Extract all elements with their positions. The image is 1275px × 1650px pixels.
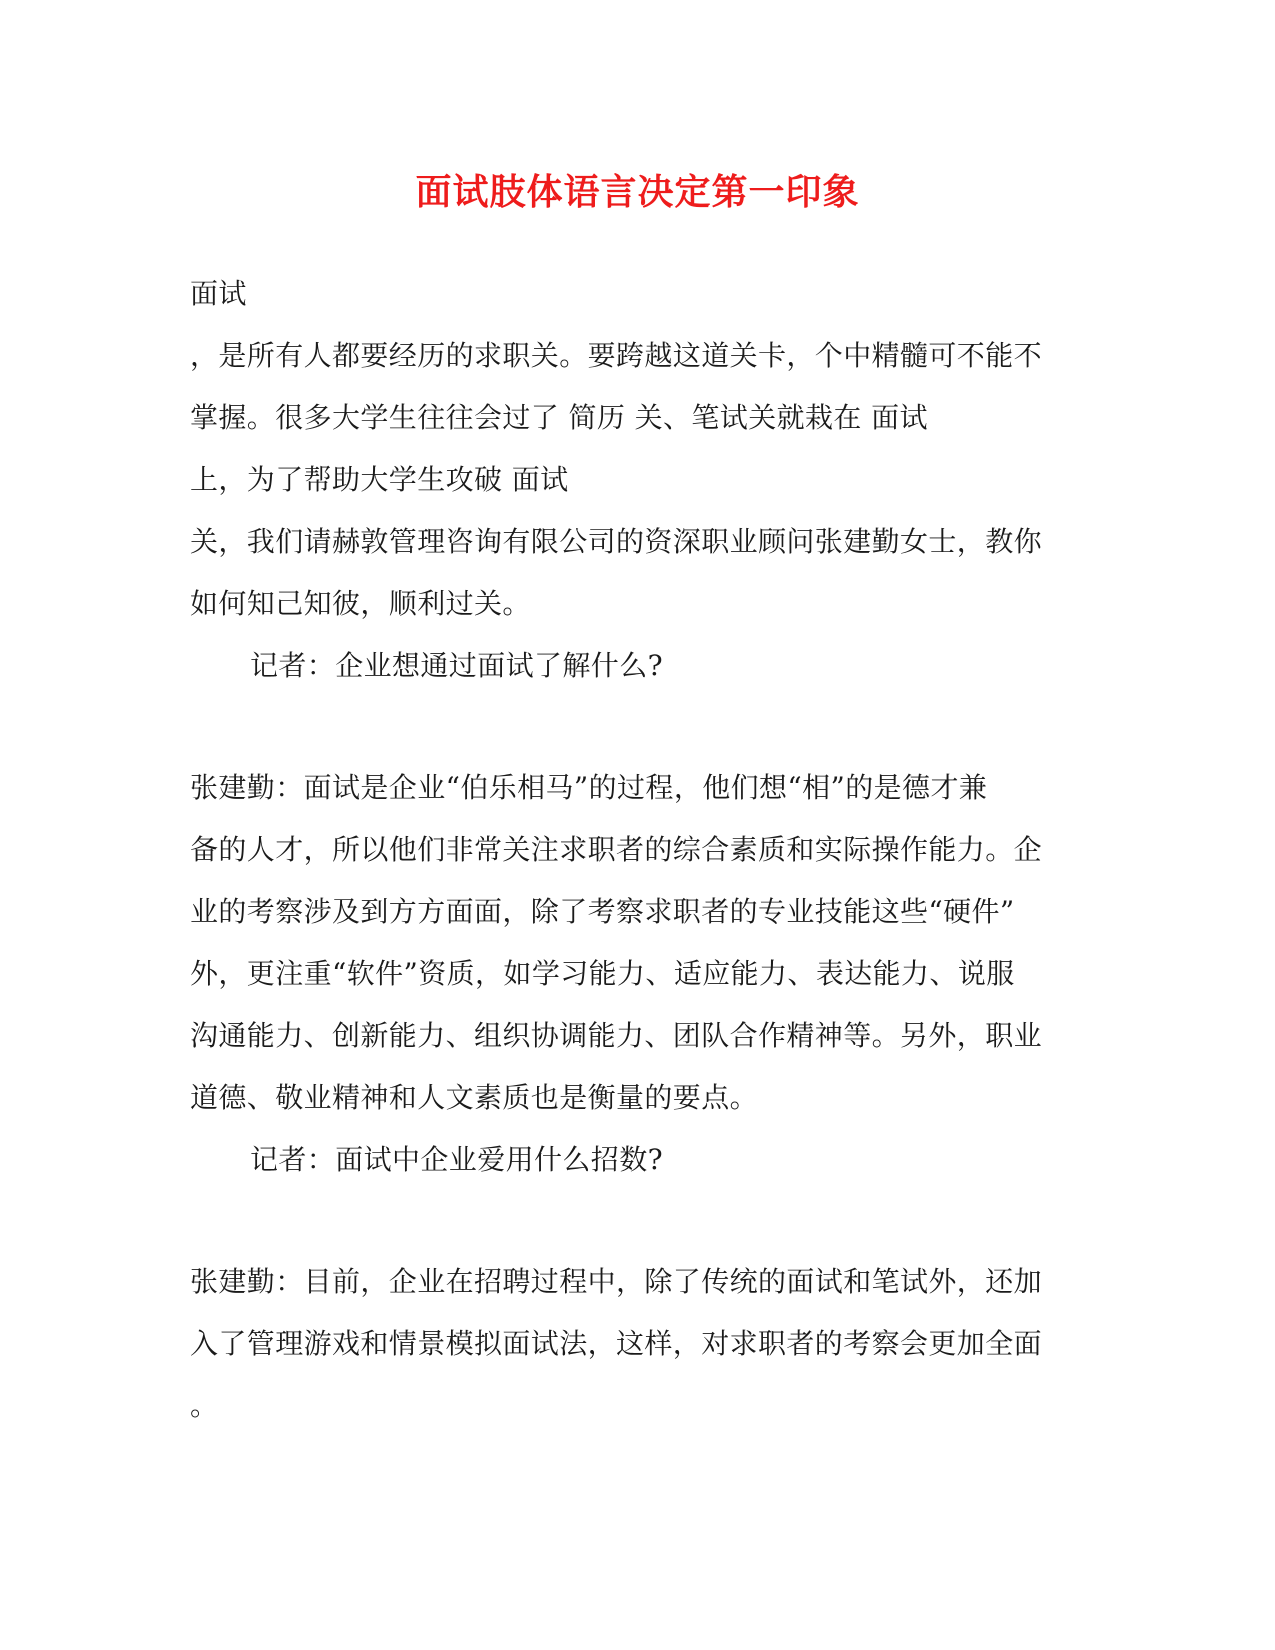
paragraph-line: 面试 (190, 277, 247, 310)
paragraph-line: 上，为了帮助大学生攻破 面试 (190, 463, 569, 496)
paragraph-line: ，是所有人都要经历的求职关。要跨越这道关卡，个中精髓可不能不 (190, 339, 1043, 372)
paragraph-line: 如何知己知彼，顺利过关。 (190, 587, 531, 620)
paragraph-line: 掌握。很多大学生往往会过了 简历 关、笔试关就栽在 面试 (190, 401, 928, 434)
answer-line: 张建勤：面试是企业“伯乐相马”的过程，他们想“相”的是德才兼 (190, 771, 988, 804)
answer-line: 入了管理游戏和情景模拟面试法，这样，对求职者的考察会更加全面 (190, 1327, 1043, 1360)
reporter-question: 记者：面试中企业爱用什么招数? (250, 1143, 664, 1176)
paragraph-line: 关，我们请赫敦管理咨询有限公司的资深职业顾问张建勤女士，教你 (190, 525, 1043, 558)
document-title: 面试肢体语言决定第一印象 (415, 171, 860, 213)
reporter-question: 记者：企业想通过面试了解什么? (250, 649, 664, 682)
answer-line: 张建勤：目前，企业在招聘过程中，除了传统的面试和笔试外，还加 (190, 1265, 1043, 1298)
answer-line: 业的考察涉及到方方面面，除了考察求职者的专业技能这些“硬件” (190, 895, 1015, 928)
answer-line: 外，更注重“软件”资质，如学习能力、适应能力、表达能力、说服 (190, 957, 1015, 990)
answer-line: 道德、敬业精神和人文素质也是衡量的要点。 (190, 1081, 759, 1114)
answer-line: 沟通能力、创新能力、组织协调能力、团队合作精神等。另外，职业 (190, 1019, 1043, 1052)
answer-line: 备的人才，所以他们非常关注求职者的综合素质和实际操作能力。企 (190, 833, 1043, 866)
answer-line: 。 (190, 1389, 219, 1422)
